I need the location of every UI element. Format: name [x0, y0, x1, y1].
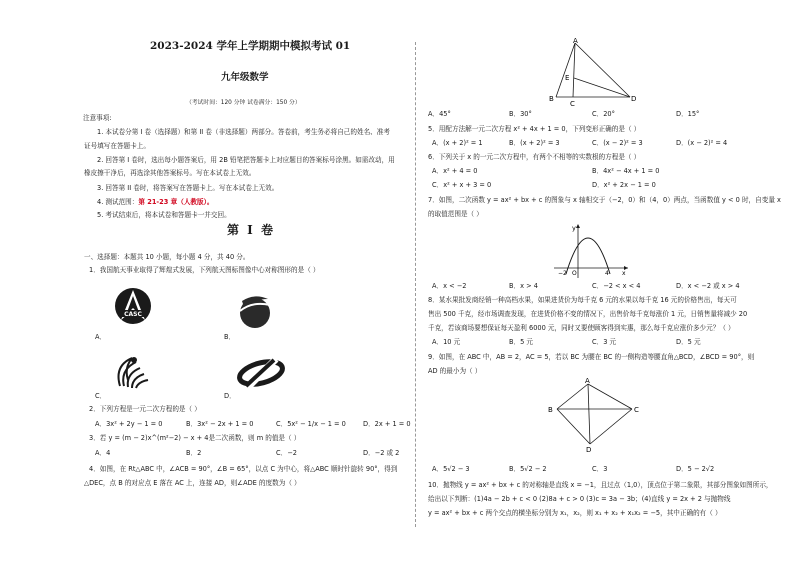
question-4-line1: 4．如图，在 Rt△ABC 中，∠ACB = 90°，∠B = 65°，以点 C 为中心，将△ABC 顺时针旋转 90°，得到: [89, 465, 398, 473]
q7-option-d: D．x < −2 或 x > 4: [676, 282, 740, 290]
q1-option-d: D．: [224, 392, 236, 400]
note-3: 3. 回答第 II 卷时，将答案写在答题卡上。写在本试卷上无效。: [97, 184, 279, 192]
fig3-label-c: C: [634, 406, 639, 414]
note-1b: 证号填写在答题卡上。: [84, 142, 150, 150]
test-range: 第 21-23 章（人教版）。: [138, 198, 214, 206]
question-4-line2: △DEC，点 B 的对应点 E 落在 AC 上，连接 AD，则∠ADE 的度数为（ ）: [84, 479, 301, 487]
q6-option-c: C．x² + x + 3 = 0: [432, 181, 492, 189]
fig1-label-b: B: [549, 95, 554, 103]
q6-option-a: A．x² + 4 = 0: [432, 167, 478, 175]
question-7-line2: 的取值范围是（ ）: [428, 210, 483, 218]
question-8-line2: 售出 500 千克，经市场调查发现，在进货价格不变的情况下，出售价每千克每涨价 1 元，日销售量将减少 20: [428, 310, 748, 318]
q2-option-b: B．3x² − 2x + 1 = 0: [186, 420, 254, 428]
q6-option-b: B．4x² − 4x + 1 = 0: [592, 167, 660, 175]
question-9-line1: 9．如图，在 ABC 中，AB = 2，AC = 5，若以 BC 为腰在 BC 的一侧构造等腰直角△BCD，∠BCD = 90°，则: [428, 353, 755, 361]
q9-option-b: B．5√2 − 2: [509, 465, 547, 473]
fig1-label-a: A: [573, 38, 578, 45]
logo-d-orbit-icon: [234, 355, 288, 391]
q9-option-c: C．3: [592, 465, 608, 473]
q7-option-c: C．−2 < x < 4: [592, 282, 641, 290]
q3-option-b: B．2: [186, 449, 202, 457]
q1-option-a: A．: [95, 333, 107, 341]
q3-option-c: C．−2: [276, 449, 297, 457]
fig3-label-a: A: [585, 377, 590, 385]
q8-option-d: D．5 元: [676, 338, 701, 346]
logo-a-casc-icon: [113, 286, 153, 326]
question-6: 6．下列关于 x 的一元二次方程中，有两个不相等的实数根的方程是（ ）: [428, 153, 641, 161]
q8-option-c: C．3 元: [592, 338, 617, 346]
q5-option-d: D．(x − 2)² = 4: [676, 139, 728, 147]
q5-option-b: B．(x + 2)² = 3: [509, 139, 560, 147]
page-subtitle: 九年级数学: [221, 72, 269, 83]
note-4: [97, 198, 214, 207]
question-8-line3: 千克，若该商场要想保证每天盈利 6000 元，同时又要使顾客得到实惠，那么每千克应涨价多少元？（ ）: [428, 324, 735, 332]
q7-option-a: A．x < −2: [432, 282, 467, 290]
question-10-line1: 10．抛物线 y = ax² + bx + c 的对称轴是直线 x = −1，且过点（1,0），顶点位于第二象限，其部分图象如图所示，: [428, 481, 773, 489]
q5-option-a: A．(x + 2)² = 1: [432, 139, 483, 147]
q5-option-c: C．(x − 2)² = 3: [592, 139, 643, 147]
notes-heading: 注意事项:: [83, 114, 112, 122]
fig1-label-d: D: [631, 95, 637, 103]
q1-option-b: B．: [224, 333, 236, 341]
note-2b: 橡皮擦干净后，再选涂其他答案标号。写在本试卷上无效。: [84, 169, 256, 177]
fig3-label-b: B: [548, 406, 553, 414]
q4-option-d: D．15°: [676, 110, 700, 118]
fig2-label-origin: O: [572, 270, 577, 277]
figure-q7-parabola: [550, 222, 630, 280]
question-9-line2: AD 的最小为（ ）: [428, 367, 482, 375]
question-5: 5．用配方法解一元二次方程 x² + 4x + 1 = 0，下列变形正确的是（ ）: [428, 125, 641, 133]
question-1: 1．我国航天事业取得了辉煌式发展，下列航天图标图像中心对称图形的是（ ）: [89, 266, 320, 274]
q4-option-b: B．30°: [509, 110, 532, 118]
exam-info: （考试时间：120 分钟 试卷满分：150 分）: [186, 100, 301, 106]
q3-option-a: A．4: [95, 449, 111, 457]
figure-q4-triangle: [545, 38, 645, 108]
q8-option-a: A．10 元: [432, 338, 461, 346]
fig2-label-neg2: −2: [558, 270, 567, 277]
page-title: 2023-2024 学年上学期期中模拟考试 01: [150, 40, 351, 52]
q7-option-b: B．x > 4: [509, 282, 538, 290]
section-intro: 一、选择题：本题共 10 小题，每小题 4 分，共 40 分。: [84, 253, 250, 261]
question-7-line1: 7．如图，二次函数 y = ax² + bx + c 的图象与 x 轴相交于（−2，0）和（4，0）两点，当函数值 y < 0 时，自变量 x: [428, 196, 781, 204]
note-2: 2. 回答第 I 卷时，选出每小题答案后，用 2B 铅笔把答题卡上对应题目的答案标号涂黑。如需改动，用: [97, 156, 395, 164]
question-3: 3．若 y = (m − 2)x^(m²−2) − x + 4是二次函数，则 m 的值是（ ）: [89, 434, 301, 442]
note-5: 5. 考试结束后，将本试卷和答题卡一并交回。: [97, 211, 231, 219]
q2-option-d: D．2x + 1 = 0: [363, 420, 411, 428]
logo-a-text: CASC: [124, 311, 142, 318]
figure-q9-quadrilateral: [542, 376, 642, 454]
logo-c-swirl-icon: [112, 352, 154, 390]
fig2-label-y: y: [572, 224, 576, 232]
fig2-label-x: x: [622, 270, 626, 277]
question-2: 2．下列方程是一元二次方程的是（ ）: [89, 405, 201, 413]
logo-b-planet-icon: [236, 291, 272, 331]
q8-option-b: B．5 元: [509, 338, 534, 346]
q2-option-a: A．3x² + 2y − 1 = 0: [95, 420, 163, 428]
q1-option-c: C．: [95, 392, 107, 400]
section-title: 第 I 卷: [227, 223, 275, 237]
fig3-label-d: D: [586, 446, 592, 454]
q9-option-a: A．5√2 − 3: [432, 465, 470, 473]
note-1: 1. 本试卷分第 I 卷（选择题）和第 II 卷（非选择题）两部分。答卷前，考生务必将自己的姓名、准考: [97, 128, 390, 136]
fig1-label-e: E: [565, 74, 570, 82]
q4-option-c: C．20°: [592, 110, 615, 118]
note-4-label: 4. 测试范围：: [97, 198, 139, 206]
question-10-line2: 给出以下判断：(1)4a − 2b + c < 0 (2)8a + c > 0 (3)c = 3a − 3b；(4)直线 y = 2x + 2 与抛物线: [428, 495, 731, 503]
fig2-label-4: 4: [605, 270, 609, 277]
q2-option-c: C．5x² − 1/x − 1 = 0: [276, 420, 346, 428]
column-divider: [415, 42, 416, 527]
q9-option-d: D．5 − 2√2: [676, 465, 715, 473]
fig1-label-c: C: [570, 100, 575, 108]
question-8-line1: 8．某水果批发商经销一种高档水果，如果进货价为每千克 6 元的水果以每千克 16 元的价格售出，每天可: [428, 296, 737, 304]
q4-option-a: A．45°: [428, 110, 451, 118]
question-10-line3: y = ax² + bx + c 两个交点的横坐标分别为 x₁，x₂，则 x₁ + x₂ + x₁x₂ = −5，其中正确的有（ ）: [428, 509, 722, 517]
q3-option-d: D．−2 或 2: [363, 449, 400, 457]
q6-option-d: D．x² + 2x − 1 = 0: [592, 181, 656, 189]
